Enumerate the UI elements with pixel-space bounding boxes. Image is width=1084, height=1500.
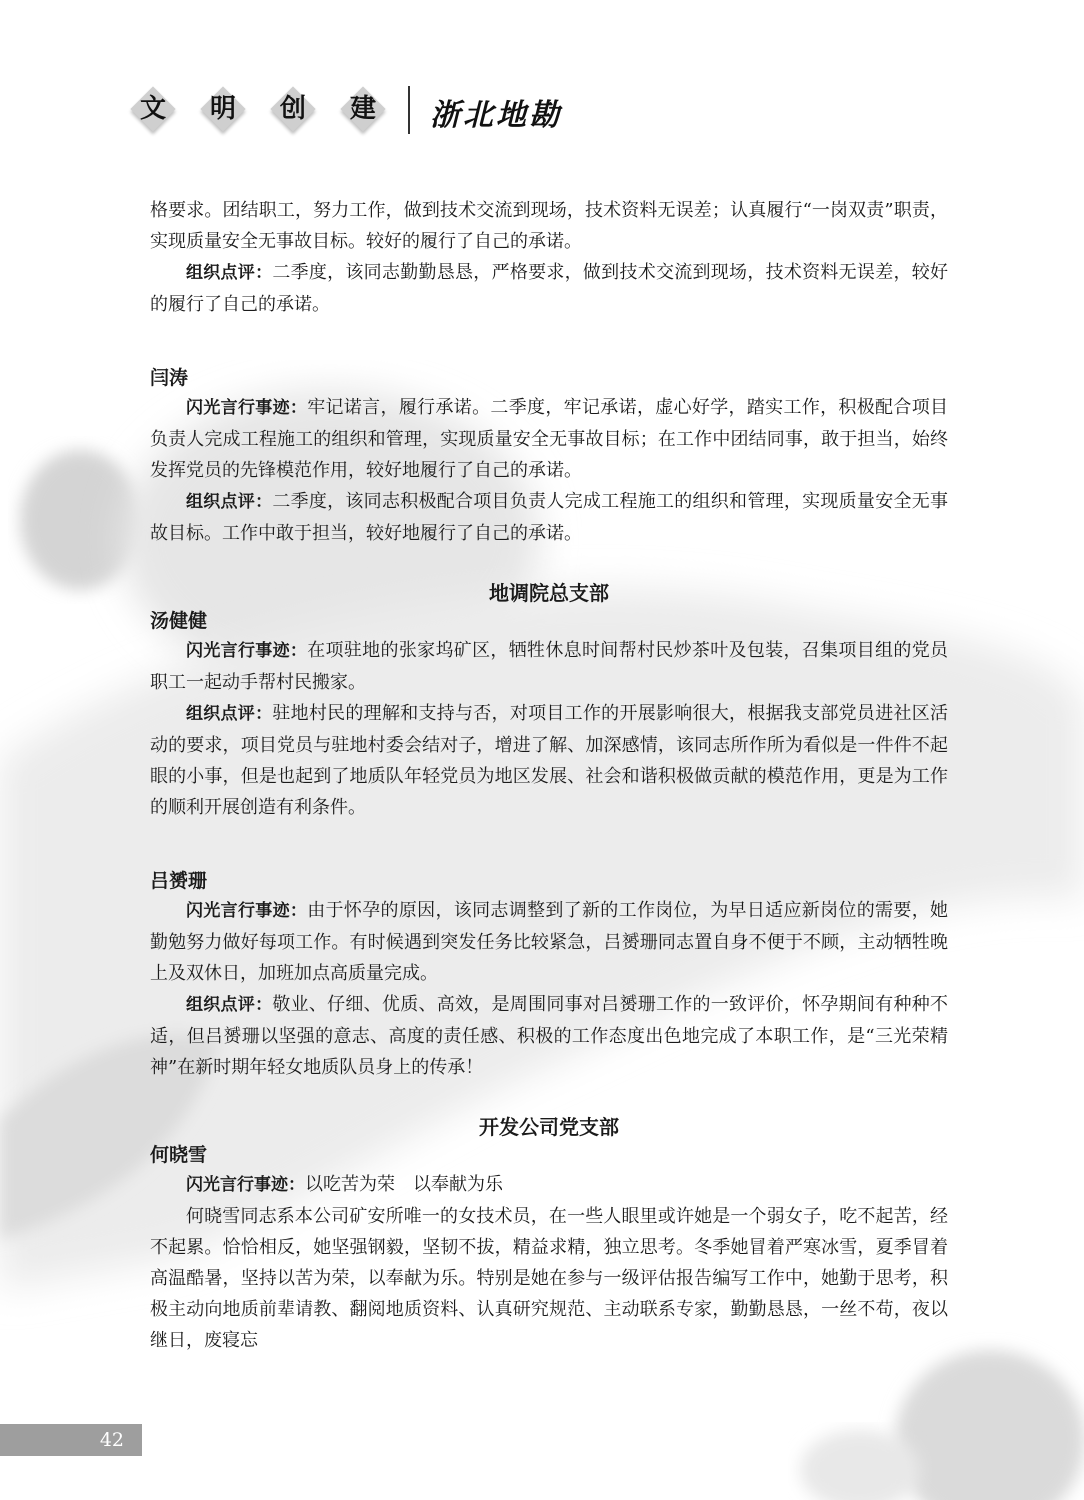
deed-text: 由于怀孕的原因，该同志调整到了新的工作岗位，为早日适应新岗位的需要，她勤勉努力做好每项工作。有时候遇到突发任务比较紧急，吕赟珊同志置自身不便于不顾，主动牺牲晚上及双休日，加班加点高质量完成。: [150, 900, 949, 984]
review-text: 敬业、仔细、优质、高效，是周围同事对吕赟珊工作的一致评价，怀孕期间有种种不适，但吕赟珊以坚强的意志、高度的责任感、积极的工作态度出色地完成了本职工作，是“三光荣精神”在新时期年轻女地质队员身上的传承！: [150, 994, 948, 1078]
review-text: 二季度，该同志积极配合项目负责人完成工程施工的组织和管理，实现质量安全无事故目标。工作中敢于担当，较好地履行了自己的承诺。: [150, 491, 948, 544]
review-label: 组织点评：: [186, 263, 273, 283]
person-name: 闫涛: [150, 367, 189, 389]
paragraph: [150, 392, 948, 486]
paragraph: 何晓雪同志系本公司矿安所唯一的女技术员，在一些人眼里或许她是一个弱女子，吃不起苦，经不起累。恰恰相反，她坚强钢毅，坚韧不拔，精益求精，独立思考。冬季她冒着严寒冰雪，夏季冒着高温酷暑，坚持以苦为荣，以奉献为乐。特别是她在参与一级评估报告编写工作中，她勤于思考，积极主动向地质前辈请教、翻阅地质资料、认真研究规范、主动联系专家，勤勤恳恳，一丝不苟，夜以继日，废寝忘: [150, 1206, 948, 1351]
deed-label: 闪光言行事迹：: [186, 398, 308, 418]
paragraph: [150, 989, 948, 1083]
header-brand-text: 浙北地勘: [430, 98, 562, 133]
deed-label: 闪光言行事迹：: [186, 641, 308, 661]
deed-label: 闪光言行事迹：: [186, 1175, 305, 1195]
header-diamond-3: 创: [270, 86, 316, 132]
review-text: 二季度，该同志勤勤恳恳，严格要求，做到技术交流到现场，技术资料无误差，较好的履行了自己的承诺。: [150, 262, 948, 315]
page-number: 42: [99, 1429, 124, 1451]
deed-label: 闪光言行事迹：: [186, 901, 308, 921]
header-diamond-4: 建: [340, 86, 386, 132]
header-divider: [408, 86, 410, 134]
deed-text: 在项驻地的张家坞矿区，牺牲休息时间帮村民炒茶叶及包装，召集项目组的党员职工一起动手帮村民搬家。: [150, 640, 949, 693]
person-name: 吕赟珊: [150, 870, 208, 892]
deed-text: 以吃苦为荣 以奉献为乐: [305, 1174, 503, 1195]
header-diamond-1: 文: [130, 86, 176, 132]
page-number-tab: [0, 1424, 142, 1456]
paragraph: [150, 257, 948, 320]
review-text: 驻地村民的理解和支持与否，对项目工作的开展影响很大，根据我支部党员进社区活动的要求，项目党员与驻地村委会结对子，增进了解、加深感情，该同志所作所为看似是一件件不起眼的小事，但是也起到了地质队年轻党员为地区发展、社会和谐积极做贡献的模范作用，更是为工作的顺利开展创造有利条件。: [150, 703, 948, 818]
article-body: [150, 195, 948, 1356]
person-name: 汤健健: [150, 610, 208, 632]
paragraph: [150, 635, 948, 698]
section-heading: 地调院总支部: [489, 581, 609, 605]
review-label: 组织点评：: [186, 995, 273, 1015]
header-diamond-2: 明: [200, 86, 246, 132]
paragraph: [150, 895, 948, 989]
paragraph: [150, 1169, 948, 1201]
paragraph: [150, 698, 948, 823]
paragraph: 格要求。团结职工，努力工作，做到技术交流到现场，技术资料无误差；认真履行“一岗双责”职责，实现质量安全无事故目标。较好的履行了自己的承诺。: [150, 200, 948, 252]
section-heading: 开发公司党支部: [479, 1115, 619, 1139]
person-name: 何晓雪: [150, 1144, 208, 1166]
review-label: 组织点评：: [186, 704, 273, 724]
deed-text: 牢记诺言，履行承诺。二季度，牢记承诺，虚心好学，踏实工作，积极配合项目负责人完成工程施工的组织和管理，实现质量安全无事故目标；在工作中团结同事，敢于担当，始终发挥党员的先锋模范作用，较好地履行了自己的承诺。: [150, 397, 949, 481]
paragraph: [150, 486, 948, 549]
review-label: 组织点评：: [186, 492, 273, 512]
